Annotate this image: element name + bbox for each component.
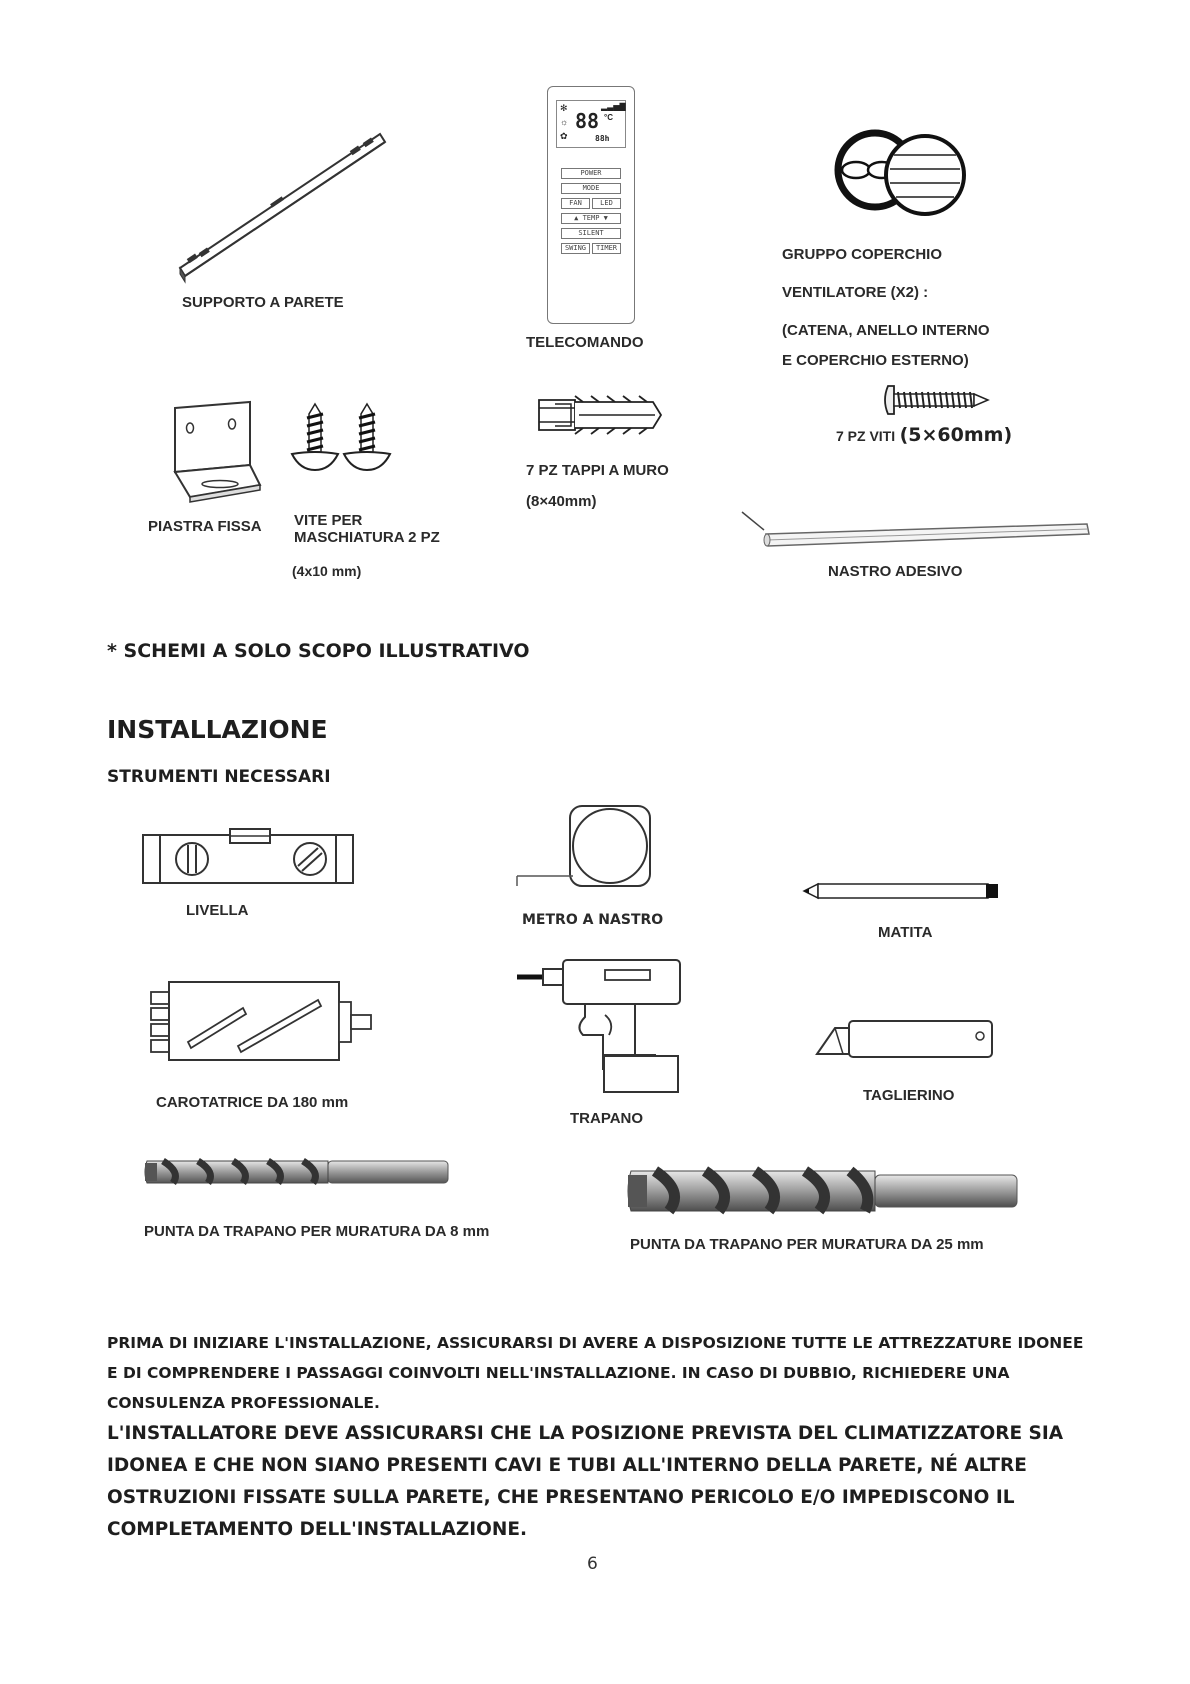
fan-cover-label-2: VENTILATORE (X2) : <box>782 284 929 301</box>
fan-cover-illustration <box>830 125 980 225</box>
remote-lcd <box>556 100 626 148</box>
pencil-illustration <box>802 881 1002 901</box>
adhesive-tape-illustration <box>742 508 1092 558</box>
tapping-screw-size: (4x10 mm) <box>292 563 362 579</box>
bit-25mm-illustration <box>625 1163 1020 1223</box>
wall-plugs-size: (8×40mm) <box>526 493 597 510</box>
remote-mode-button[interactable]: MODE <box>561 183 621 194</box>
core-drill-illustration <box>150 980 375 1065</box>
remote-timer-button[interactable]: TIMER <box>592 243 621 254</box>
level-illustration <box>142 828 357 888</box>
snowflake-icon: ✻ <box>560 103 568 113</box>
lcd-temperature: 88 <box>575 109 600 133</box>
drill-label: TRAPANO <box>570 1110 644 1127</box>
wall-bracket-label: SUPPORTO A PARETE <box>182 294 344 311</box>
fan-cover-label-3: (CATENA, ANELLO INTERNO <box>782 322 990 339</box>
fixed-plate-label: PIASTRA FISSA <box>148 518 262 535</box>
fan-icon: ✿ <box>560 131 568 141</box>
subsection-title: STRUMENTI NECESSARI <box>107 767 331 787</box>
remote-led-button[interactable]: LED <box>592 198 621 209</box>
adhesive-tape-label: NASTRO ADESIVO <box>828 563 963 580</box>
fixed-plate-illustration <box>170 400 265 505</box>
tapping-screws-illustration <box>290 402 400 482</box>
tape-measure-illustration <box>515 804 660 894</box>
lcd-unit: °C <box>604 113 613 122</box>
bit-8mm-illustration <box>143 1153 453 1193</box>
remote-control-illustration <box>547 86 635 324</box>
cutter-illustration <box>815 1018 995 1063</box>
note-paragraph-2: L'INSTALLATORE DEVE ASSICURARSI CHE LA POSIZIONE PREVISTA DEL CLIMATIZZATORE SIA IDONEA E CHE NON SIANO PRESENTI CAVI E TUBI ALL'INTERNO DELLA PARETE, NÉ ALTRE OSTRUZIONI FISSATE SULLA PARETE, CHE PRESENTANO PERICOLO E/O IMPEDISCONO IL COMPLETAMENTO DELL'INSTALLAZIONE. <box>107 1423 1064 1540</box>
screws-label-size: (5×60mm) <box>899 424 1013 446</box>
tape-measure-label: METRO A NASTRO <box>522 912 664 928</box>
note-paragraph-1: PRIMA DI INIZIARE L'INSTALLAZIONE, ASSICURARSI DI AVERE A DISPOSIZIONE TUTTE LE ATTREZZATURE IDONEE E DI COMPRENDERE I PASSAGGI COINVOLTI NELL'INSTALLAZIONE. IN CASO DI DUBBIO, RICHIEDERE UNA CONSULENZA PROFESSIONALE. <box>107 1334 1084 1412</box>
wall-plugs-label: 7 PZ TAPPI A MURO <box>526 462 669 479</box>
lcd-small: 88h <box>595 134 610 143</box>
bit-8mm-label: PUNTA DA TRAPANO PER MURATURA DA 8 mm <box>144 1223 490 1240</box>
remote-power-button[interactable]: POWER <box>561 168 621 179</box>
remote-temp-button[interactable]: ▲ TEMP ▼ <box>561 213 621 224</box>
remote-fan-button[interactable]: FAN <box>561 198 590 209</box>
pencil-label: MATITA <box>878 924 933 941</box>
tapping-screw-label-2: MASCHIATURA 2 PZ <box>294 529 440 546</box>
fan-cover-label-1: GRUPPO COPERCHIO <box>782 246 943 263</box>
remote-silent-button[interactable]: SILENT <box>561 228 621 239</box>
wall-plugs-illustration <box>535 392 665 442</box>
cutter-label: TAGLIERINO <box>863 1087 955 1104</box>
drill-battery <box>603 1055 679 1093</box>
section-title: INSTALLAZIONE <box>107 715 328 744</box>
remote-swing-button[interactable]: SWING <box>561 243 590 254</box>
screws-label-prefix: 7 PZ VITI <box>836 428 896 444</box>
disclaimer: * SCHEMI A SOLO SCOPO ILLUSTRATIVO <box>107 640 530 662</box>
bit-25mm-label: PUNTA DA TRAPANO PER MURATURA DA 25 mm <box>630 1236 984 1253</box>
core-drill-label: CAROTATRICE DA 180 mm <box>156 1094 349 1111</box>
page-number: 6 <box>587 1554 598 1574</box>
signal-icon: ▂▃▅▇ <box>601 102 626 111</box>
remote-label: TELECOMANDO <box>526 334 644 351</box>
wall-bracket-illustration <box>175 130 395 280</box>
screw-illustration <box>880 382 990 418</box>
level-label: LIVELLA <box>186 902 249 919</box>
screws-label <box>836 424 1012 446</box>
tapping-screw-label-1: VITE PER <box>294 512 363 529</box>
sun-icon: ☼ <box>560 117 569 127</box>
fan-cover-label-4: E COPERCHIO ESTERNO) <box>782 352 969 369</box>
